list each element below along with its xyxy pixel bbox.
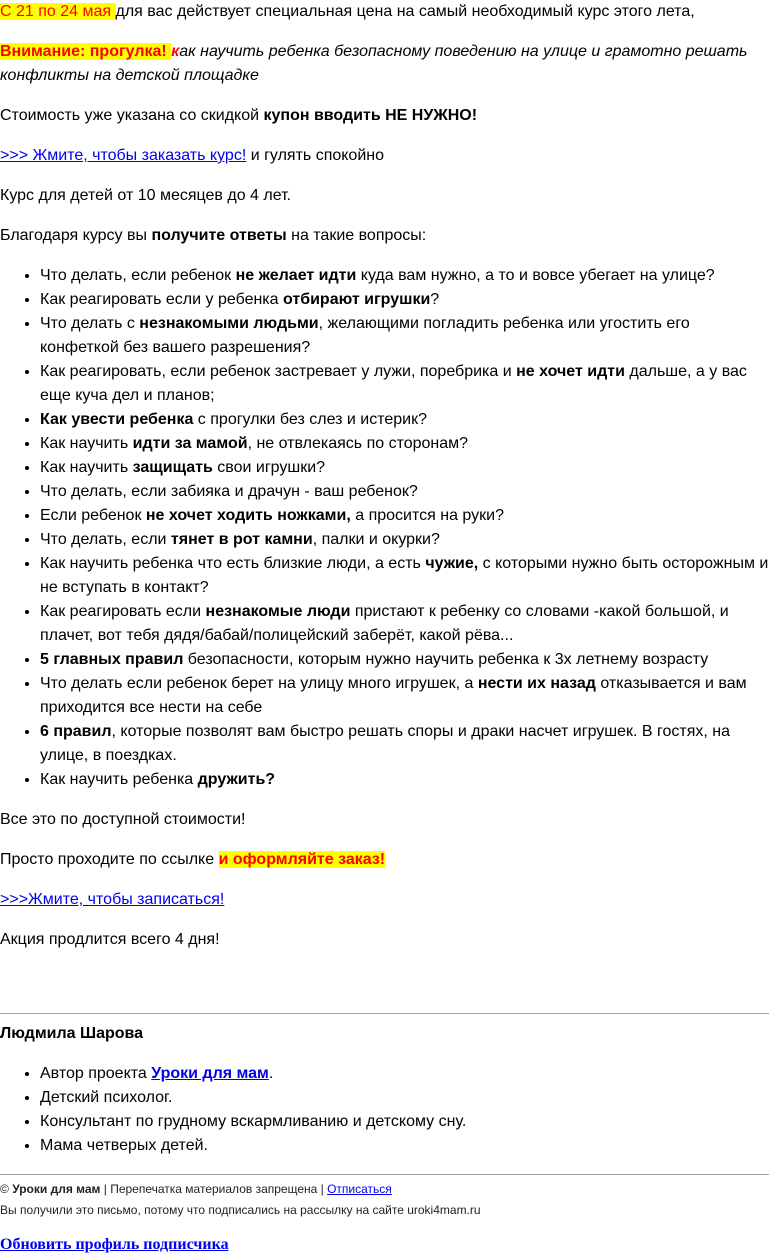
footer-notice: | Перепечатка материалов запрещена | [100,1182,328,1196]
question-text: Что делать, если забияка и драчун - ваш ребенок? [40,483,418,500]
question-item [40,600,769,648]
question-emphasis: защищать [132,459,213,476]
answers-paragraph [0,224,769,248]
simply-text: Просто проходите по ссылке [0,851,219,868]
question-item [40,528,769,552]
question-text: Что делать если ребенок берет на улицу много игрушек, а [40,675,478,692]
author-item-text: Детский психолог. [40,1089,173,1106]
question-emphasis: нести их назад [477,675,596,692]
price-text: Стоимость уже указана со скидкой [0,107,264,124]
question-text-end: ? [430,291,440,308]
question-item [40,312,769,360]
intro-text: для вас действует специальная цена на самый необходимый курс этого лета, [115,3,695,20]
question-text: Как научить ребенка что есть близкие люди, а есть [40,555,426,572]
question-emphasis: Как увести ребенка [40,411,194,428]
attention-first-letter: к [171,43,180,60]
footer-line [0,1181,769,1198]
date-badge: С 21 по 24 мая [0,3,116,20]
question-text-end: дальше, а у вас еще куча дел и планов; [40,363,747,404]
question-text: Если ребенок [40,507,146,524]
question-text-end: пристают к ребенку со словами -какой большой, и плачет, вот тебя дядя/бабай/полицейский заберёт, какой рёва... [40,603,729,644]
question-item [40,480,769,504]
question-text-end: с которыми нужно быть осторожным и не вступать в контакт? [40,555,769,596]
question-emphasis: незнакомые люди [205,603,351,620]
question-item [40,456,769,480]
question-emphasis: не хочет идти [516,363,625,380]
question-emphasis: дружить? [197,771,276,788]
attention-paragraph [0,40,769,88]
copyright-sign: © [0,1182,13,1196]
question-item [40,408,769,432]
unsubscribe-link[interactable]: Отписаться [327,1182,392,1196]
subscription-notice: Вы получили это письмо, потому что подписались на рассылку на сайте uroki4mam.ru [0,1203,481,1217]
price-paragraph [0,104,769,128]
question-item [40,264,769,288]
question-text-end: а просится на руки? [350,507,504,524]
question-emphasis: не хочет ходить ножками, [145,507,351,524]
question-text: Как реагировать если у ребенка [40,291,283,308]
question-text-end: куда вам нужно, а то и вовсе убегает на улице? [356,267,715,284]
question-item [40,504,769,528]
author-item-suffix: . [268,1065,274,1082]
order-after-text: и гулять спокойно [246,147,384,164]
simply-paragraph [0,848,769,872]
attention-badge: Внимание: прогулка! [0,43,172,60]
questions-list [0,264,769,792]
enroll-link[interactable]: >>>Жмите, чтобы записаться! [0,891,225,908]
question-item [40,288,769,312]
footer-brand: Уроки для мам [12,1182,101,1196]
project-link[interactable]: Уроки для мам [151,1065,269,1082]
question-item [40,672,769,720]
question-emphasis: незнакомыми людьми [139,315,319,332]
question-text: Как научить [40,435,133,452]
coupon-note: купон вводить НЕ НУЖНО! [263,107,478,124]
question-text-end: , желающими погладить ребенка или угостить его конфеткой без вашего разрешения? [40,315,690,356]
question-emphasis: 5 главных правил [40,651,184,668]
question-text-end: , не отвлекаясь по сторонам? [247,435,469,452]
question-item [40,360,769,408]
question-emphasis: отбирают игрушки [283,291,431,308]
promo-end-paragraph: Акция продлится всего 4 дня! [0,931,220,948]
order-paragraph-2 [0,888,769,912]
question-text-end: свои игрушки? [212,459,326,476]
update-profile-link[interactable]: Обновить профиль подписчика [0,1236,229,1253]
divider [0,1013,769,1014]
author-item-text: Мама четверых детей. [40,1137,208,1154]
question-emphasis: чужие, [425,555,479,572]
question-text: Как научить [40,459,133,476]
question-item [40,648,769,672]
author-name: Людмила Шарова [0,1025,144,1042]
question-text-end: безопасности, которым нужно научить ребенка к 3х летнему возрасту [183,651,709,668]
question-text-end: отказывается и вам приходится все нести на себе [40,675,747,716]
intro-paragraph [0,0,769,24]
question-text: Что делать, если ребенок [40,267,236,284]
order-course-link[interactable]: >>> Жмите, чтобы заказать курс! [0,147,247,164]
question-text: Как реагировать если [40,603,206,620]
question-text-end: , палки и окурки? [312,531,440,548]
author-item-text: Консультант по грудному вскармливанию и детскому сну. [40,1113,467,1130]
question-item [40,768,769,792]
question-emphasis: тянет в рот камни [170,531,313,548]
answers-after: на такие вопросы: [286,227,427,244]
order-highlight: и оформляйте заказ! [218,851,386,868]
question-item [40,720,769,768]
question-text-end: с прогулки без слез и истерик? [193,411,427,428]
answers-before: Благодаря курсу вы [0,227,152,244]
author-item [40,1086,769,1110]
question-text: Как реагировать, если ребенок застревает у лужи, поребрика и [40,363,517,380]
question-text: Как научить ребенка [40,771,198,788]
author-item [40,1062,769,1086]
question-text: Что делать с [40,315,140,332]
question-emphasis: идти за мамой [132,435,248,452]
question-item [40,432,769,456]
question-text: Что делать, если [40,531,171,548]
age-paragraph: Курс для детей от 10 месяцев до 4 лет. [0,187,292,204]
question-emphasis: не желает идти [235,267,357,284]
author-item [40,1110,769,1134]
author-item-text: Автор проекта [40,1065,152,1082]
attention-text: ак научить ребенка безопасному поведению на улице и грамотно решать конфликты на детской площадке [0,43,748,84]
answers-bold: получите ответы [151,227,287,244]
affordable-paragraph: Все это по доступной стоимости! [0,811,246,828]
question-emphasis: 6 правил [40,723,112,740]
order-paragraph-1 [0,144,769,168]
author-item [40,1134,769,1158]
footer-divider [0,1174,769,1175]
question-item [40,552,769,600]
author-list [0,1062,769,1158]
question-text-end: , которые позволят вам быстро решать споры и драки насчет игрушек. В гостях, на улице, в поездках. [40,723,731,764]
